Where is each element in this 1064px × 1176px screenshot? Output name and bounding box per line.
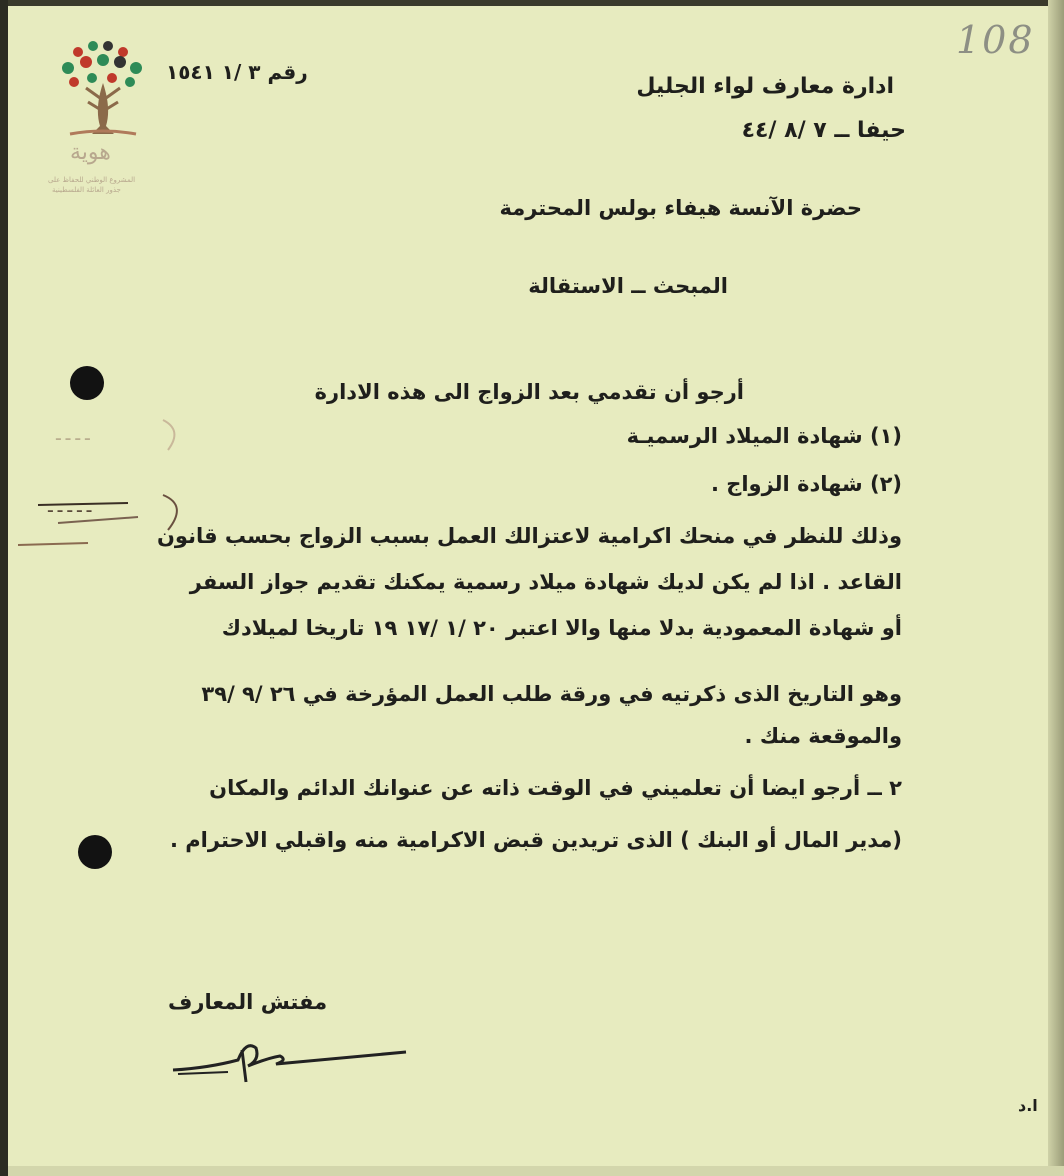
body-line-7: وهو التاريخ الذى ذكرتيه في ورقة طلب العمل المؤرخة في ٢٦ /٩ /٣٩ [201, 682, 902, 706]
place-date: حيفا ــ ٧ /٨ /٤٤ [741, 118, 906, 143]
signature-icon [168, 1030, 418, 1090]
logo-caption-1: المشروع الوطني للحفاظ على [48, 176, 136, 184]
hawiya-logo-icon [48, 38, 158, 198]
body-line-1: أرجو أن تقدمي بعد الزواج الى هذه الادارة [314, 380, 744, 404]
body-line-2: (١) شهادة الميلاد الرسميـة [626, 424, 902, 448]
body-line-6: أو شهادة المعمودية بدلا منها والا اعتبر ٢٠ /١ /١٧ ١٩ تاريخا لميلادك [221, 616, 902, 640]
addressee: حضرة الآنسة هيفاء بولس المحترمة [499, 196, 862, 220]
body-line-4: وذلك للنظر في منحك اكرامية لاعتزالك العمل بسبب الزواج بحسب قانون [156, 524, 902, 548]
margin-mark-1: ـ ـ ـ ـ [56, 428, 90, 444]
logo-caption-2: جذور العائلة الفلسطينية [52, 186, 121, 194]
signature-title: مفتش المعارف [168, 990, 328, 1014]
punch-hole-top [70, 366, 104, 400]
scan-top-edge [8, 0, 1064, 6]
body-line-10: (مدير المال أو البنك ) الذى تريدين قبض الاكرامية منه واقبلي الاحترام . [170, 828, 902, 852]
scan-bottom-edge [8, 1166, 1064, 1176]
margin-scribble-icon [18, 405, 208, 565]
subject-line: المبحث ــ الاستقالة [528, 274, 728, 298]
body-line-8: والموقعة منك . [744, 724, 902, 748]
body-line-5: القاعد . اذا لم يكن لديك شهادة ميلاد رسمية يمكنك تقديم جواز السفر [189, 570, 902, 594]
archive-number: 108 [956, 18, 1035, 62]
body-line-9: ٢ ــ أرجو ايضا أن تعلميني في الوقت ذاته عن عنوانك الدائم والمكان [209, 776, 902, 800]
reference-number: رقم ٣ /١ ١٥٤١ [166, 60, 308, 84]
scan-right-edge [1048, 0, 1064, 1176]
body-line-3: (٢) شهادة الزواج . [710, 472, 902, 496]
logo-name: هوية [70, 140, 111, 165]
margin-mark-2: ـ ـ ـ ـ ـ [48, 500, 92, 516]
punch-hole-bottom [78, 835, 112, 869]
office-name: ادارة معارف لواء الجليل [636, 74, 894, 99]
footer-mark: ا.د [1018, 1096, 1038, 1115]
